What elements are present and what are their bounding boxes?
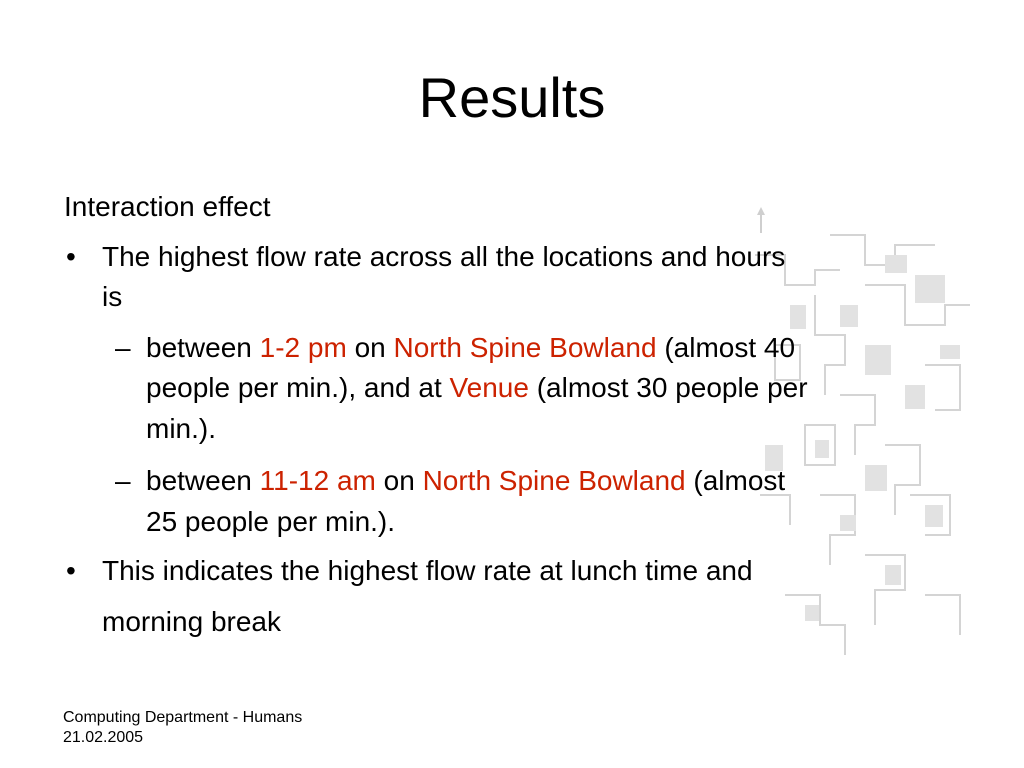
footer-date: 21.02.2005	[63, 729, 144, 746]
sub1-time-highlight: 1-2 pm	[259, 332, 347, 363]
bullet-marker: •	[66, 555, 76, 586]
sub1-line1	[146, 329, 795, 367]
intro-heading: Interaction effect	[64, 191, 271, 222]
sub2-text: on	[375, 465, 423, 496]
sub2-line1	[146, 462, 785, 500]
sub2-time-highlight: 11-12 am	[259, 465, 376, 496]
dash-marker: –	[115, 465, 131, 496]
sub1-text: people per min.), and at	[146, 372, 450, 403]
sub1-text: on	[346, 332, 394, 363]
sub2-place-highlight: North Spine Bowland	[422, 465, 686, 496]
sub2-line2: 25 people per min.).	[146, 506, 396, 537]
footer-department: Computing Department - Humans	[63, 709, 303, 726]
sub1-place-highlight: North Spine Bowland	[393, 332, 657, 363]
sub1-text: (almost 30 people per	[528, 372, 808, 403]
bullet2-line1: This indicates the highest flow rate at lunch time and	[102, 555, 753, 586]
sub2-text: between	[146, 465, 260, 496]
sub2-text: (almost	[685, 465, 786, 496]
slide-footer	[63, 708, 302, 748]
slide-title: Results	[418, 66, 606, 129]
sub1-line2	[146, 369, 808, 407]
dash-marker: –	[115, 332, 131, 363]
sub1-venue-highlight: Venue	[449, 372, 529, 403]
sub1-line3: min.).	[146, 413, 216, 444]
bullet1-line1: The highest flow rate across all the locations and hours	[102, 241, 786, 272]
bullet2-line2: morning break	[102, 606, 281, 637]
sub1-text: between	[146, 332, 260, 363]
bullet-marker: •	[66, 241, 76, 272]
sub1-text: (almost 40	[656, 332, 796, 363]
bullet1-line2: is	[102, 281, 123, 312]
